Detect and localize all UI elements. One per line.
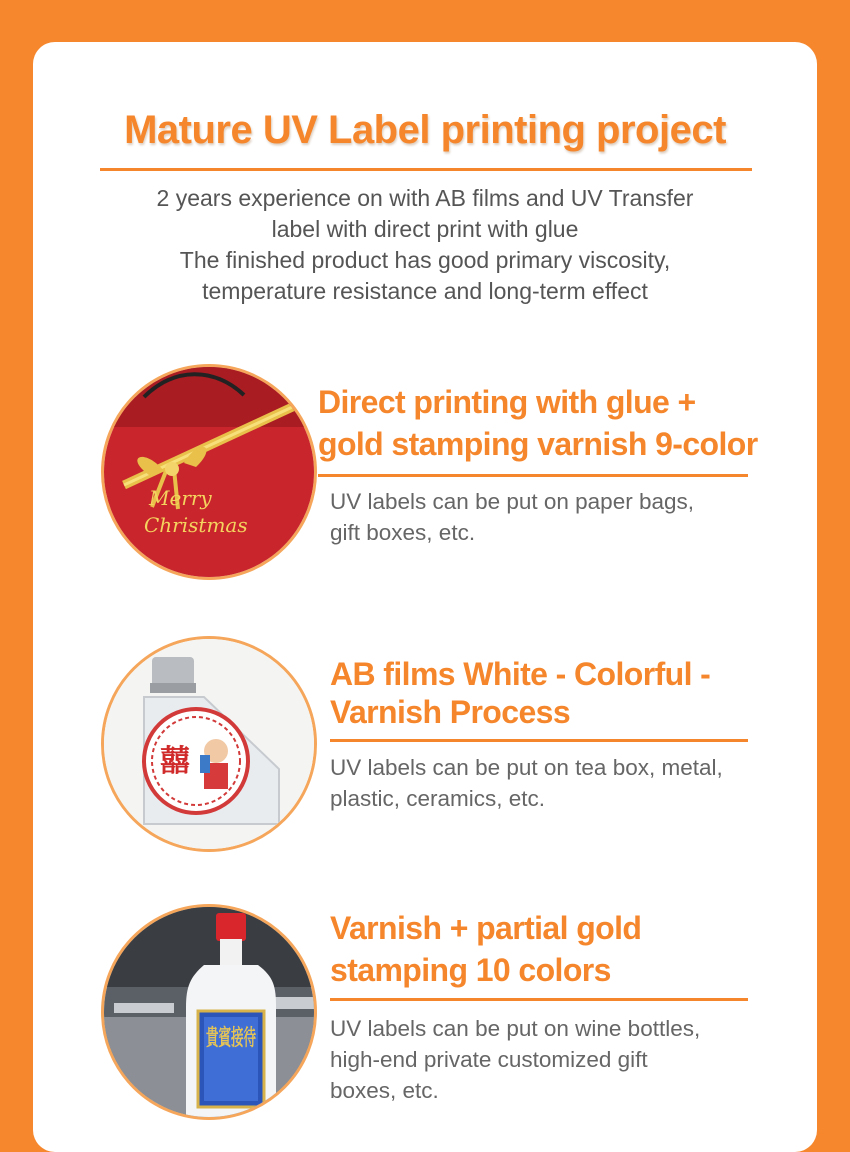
feature-divider	[330, 998, 748, 1001]
intro-line: The finished product has good primary viscosity,	[179, 247, 671, 273]
image-text: 貴賓接待	[206, 1025, 256, 1051]
wine-bottle-photo	[101, 904, 317, 1120]
page-title: Mature UV Label printing project	[124, 108, 726, 152]
feature-heading-line: Varnish + partial gold	[330, 910, 642, 946]
feature-description-line: high-end private customized gift	[330, 1047, 648, 1072]
intro-paragraph	[60, 183, 790, 307]
feature-divider	[318, 474, 748, 477]
feature-heading-line: AB films White - Colorful -	[330, 656, 711, 692]
intro-line: 2 years experience on with AB films and UV Transfer	[156, 185, 694, 211]
feature-heading-line: stamping 10 colors	[330, 952, 611, 988]
image-text: Merry	[149, 486, 212, 510]
feature-description-line: UV labels can be put on tea box, metal,	[330, 755, 723, 780]
glass-bottle-photo	[101, 636, 317, 852]
feature-divider	[330, 739, 748, 742]
image-text: 囍	[160, 744, 190, 779]
image-text: Christmas	[144, 513, 248, 537]
intro-line: label with direct print with glue	[271, 216, 579, 242]
intro-line: temperature resistance and long-term effect	[202, 278, 648, 304]
feature-heading-line: gold stamping varnish 9-color	[318, 426, 758, 462]
feature-description-line: UV labels can be put on paper bags,	[330, 489, 694, 514]
feature-description-line: UV labels can be put on wine bottles,	[330, 1016, 701, 1041]
feature-heading-line: Varnish Process	[330, 694, 571, 730]
feature-description-line: gift boxes, etc.	[330, 520, 476, 545]
feature-description-line: boxes, etc.	[330, 1078, 439, 1103]
paper-bag-photo	[101, 364, 317, 580]
title-divider	[100, 168, 752, 171]
feature-description-line: plastic, ceramics, etc.	[330, 786, 546, 811]
feature-heading-line: Direct printing with glue +	[318, 384, 696, 420]
